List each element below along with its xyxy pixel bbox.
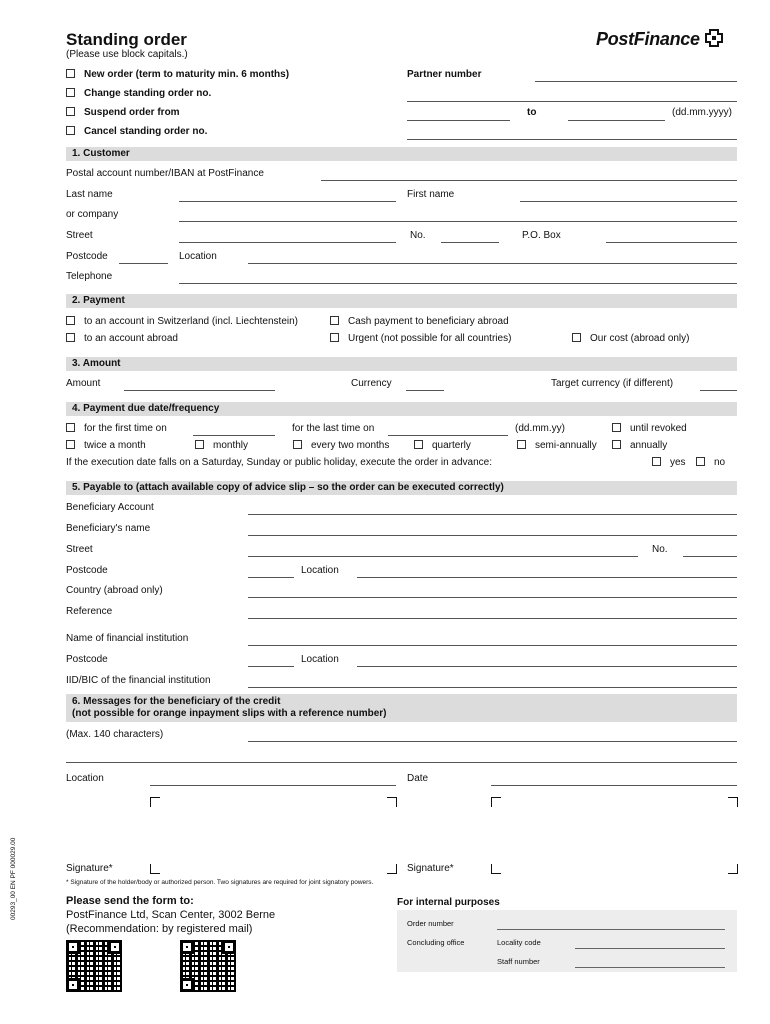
signature-date-field[interactable] [491, 785, 737, 786]
signature-location-label: Location [66, 773, 104, 784]
target-currency-label: Target currency (if different) [551, 378, 674, 389]
location-label: Location [179, 251, 217, 262]
amount-label: Amount [66, 378, 101, 389]
company-label: or company [66, 209, 119, 220]
locality-code-field[interactable] [575, 948, 725, 949]
switzerland-checkbox[interactable] [66, 316, 75, 325]
order-number-label: Order number [407, 919, 454, 928]
advance-yes-checkbox[interactable] [652, 457, 661, 466]
cancel-order-label: Cancel standing order no. [84, 126, 208, 137]
change-order-number-field[interactable] [407, 101, 737, 102]
institution-label: Name of financial institution [66, 633, 189, 644]
cash-payment-checkbox[interactable] [330, 316, 339, 325]
signature-box-1[interactable] [150, 797, 396, 873]
section-payable [66, 481, 737, 495]
signature-2-label: Signature* [407, 863, 454, 874]
twice-month-label: twice a month [84, 440, 146, 451]
last-time-field[interactable] [388, 435, 508, 436]
section-customer-title: 1. Customer [72, 148, 130, 159]
country-label: Country (abroad only) [66, 585, 163, 596]
beneficiary-no-label: No. [652, 544, 668, 555]
first-name-field[interactable] [520, 201, 737, 202]
po-box-label: P.O. Box [522, 230, 561, 241]
bic-field[interactable] [248, 687, 737, 688]
message-line-1[interactable] [248, 741, 737, 742]
suspend-to-label: to [527, 107, 537, 118]
house-no-field[interactable] [441, 242, 499, 243]
first-time-checkbox[interactable] [66, 423, 75, 432]
order-number-field[interactable] [497, 929, 725, 930]
qr-code-1 [66, 940, 122, 992]
monthly-label: monthly [213, 440, 249, 451]
reference-label: Reference [66, 606, 113, 617]
logo-text: PostFinance [596, 29, 700, 49]
section-payment [66, 294, 737, 308]
account-label: Postal account number/IBAN at PostFinance [66, 168, 264, 179]
section-payable-title: 5. Payable to (attach available copy of advice slip – so the order can be executed correctly) [72, 482, 504, 493]
first-time-label: for the first time on [84, 423, 167, 434]
house-no-label: No. [410, 230, 426, 241]
change-order-label: Change standing order no. [84, 88, 212, 99]
swiss-cross-icon [704, 28, 724, 48]
beneficiary-location-field[interactable] [357, 577, 737, 578]
last-name-label: Last name [66, 189, 113, 200]
qr-code-2 [180, 940, 236, 992]
until-revoked-checkbox[interactable] [612, 423, 621, 432]
partner-number-field[interactable] [535, 81, 737, 82]
staff-number-field[interactable] [575, 967, 725, 968]
target-currency-field[interactable] [700, 390, 737, 391]
postcode-label: Postcode [66, 251, 108, 262]
page-subtitle: (Please use block capitals.) [66, 49, 188, 60]
page-title: Standing order [66, 30, 187, 49]
amount-field[interactable] [124, 390, 275, 391]
urgent-label: Urgent (not possible for all countries) [348, 333, 512, 344]
locality-code-label: Locality code [497, 938, 541, 947]
signature-footnote: * Signature of the holder/body or authorized person. Two signatures are required for joint signatory powers. [66, 879, 374, 886]
beneficiary-account-field[interactable] [248, 514, 737, 515]
currency-field[interactable] [406, 390, 444, 391]
section-messages-subtitle: (not possible for orange inpayment slips with a reference number) [72, 708, 387, 719]
beneficiary-postcode-field[interactable] [248, 577, 294, 578]
signature-box-2[interactable] [491, 797, 737, 873]
abroad-label: to an account abroad [84, 333, 178, 344]
staff-number-label: Staff number [497, 957, 540, 966]
telephone-field[interactable] [179, 283, 737, 284]
bic-label: IID/BIC of the financial institution [66, 675, 211, 686]
advance-yes-label: yes [670, 457, 686, 468]
two-months-checkbox[interactable] [293, 440, 302, 449]
twice-month-checkbox[interactable] [66, 440, 75, 449]
beneficiary-name-label: Beneficiary's name [66, 523, 151, 534]
beneficiary-postcode-label: Postcode [66, 565, 108, 576]
max-characters-label: (Max. 140 characters) [66, 729, 164, 740]
last-time-label: for the last time on [292, 423, 375, 434]
send-address: PostFinance Ltd, Scan Center, 3002 Berne [66, 909, 276, 921]
institution-location-field[interactable] [357, 666, 737, 667]
postfinance-logo [596, 28, 724, 50]
frequency-date-format: (dd.mm.yy) [515, 423, 565, 434]
street-field[interactable] [179, 242, 396, 243]
change-order-checkbox[interactable] [66, 88, 75, 97]
until-revoked-label: until revoked [630, 423, 687, 434]
telephone-label: Telephone [66, 271, 113, 282]
semi-annually-checkbox[interactable] [517, 440, 526, 449]
reference-field[interactable] [248, 618, 737, 619]
suspend-order-label: Suspend order from [84, 107, 180, 118]
account-field[interactable] [321, 180, 737, 181]
first-time-field[interactable] [193, 435, 275, 436]
first-name-label: First name [407, 189, 455, 200]
institution-postcode-field[interactable] [248, 666, 294, 667]
new-order-checkbox[interactable] [66, 69, 75, 78]
monthly-checkbox[interactable] [195, 440, 204, 449]
cash-payment-label: Cash payment to beneficiary abroad [348, 316, 509, 327]
cancel-order-checkbox[interactable] [66, 126, 75, 135]
partner-number-label: Partner number [407, 69, 482, 80]
quarterly-checkbox[interactable] [414, 440, 423, 449]
street-label: Street [66, 230, 93, 241]
urgent-checkbox[interactable] [330, 333, 339, 342]
execution-note: If the execution date falls on a Saturday, Sunday or public holiday, execute the order in advance: [66, 457, 493, 468]
suspend-order-checkbox[interactable] [66, 107, 75, 116]
two-months-label: every two months [311, 440, 390, 451]
last-name-field[interactable] [179, 201, 396, 202]
country-field[interactable] [248, 597, 737, 598]
advance-no-label: no [714, 457, 726, 468]
switzerland-label: to an account in Switzerland (incl. Liechtenstein) [84, 316, 299, 327]
message-line-2[interactable] [66, 762, 737, 763]
signature-1-label: Signature* [66, 863, 113, 874]
beneficiary-street-field[interactable] [248, 556, 638, 557]
postcode-field[interactable] [119, 263, 168, 264]
suspend-date-format: (dd.mm.yyyy) [672, 107, 732, 118]
signature-date-label: Date [407, 773, 429, 784]
beneficiary-location-label: Location [301, 565, 339, 576]
our-cost-label: Our cost (abroad only) [590, 333, 690, 344]
semi-annually-label: semi-annually [535, 440, 597, 451]
send-recommendation: (Recommendation: by registered mail) [66, 923, 253, 935]
beneficiary-account-label: Beneficiary Account [66, 502, 154, 513]
form-code: 00293_00 EN PF 000029.00 [10, 837, 17, 920]
company-field[interactable] [179, 221, 737, 222]
section-amount [66, 357, 737, 371]
quarterly-label: quarterly [432, 440, 471, 451]
beneficiary-name-field[interactable] [248, 535, 737, 536]
advance-no-checkbox[interactable] [696, 457, 705, 466]
signature-location-field[interactable] [150, 785, 396, 786]
section-messages [66, 694, 737, 722]
section-payment-title: 2. Payment [72, 295, 125, 306]
new-order-label: New order (term to maturity min. 6 months) [84, 69, 290, 80]
annually-checkbox[interactable] [612, 440, 621, 449]
institution-postcode-label: Postcode [66, 654, 108, 665]
institution-location-label: Location [301, 654, 339, 665]
annually-label: annually [630, 440, 668, 451]
beneficiary-street-label: Street [66, 544, 93, 555]
our-cost-checkbox[interactable] [572, 333, 581, 342]
section-frequency [66, 402, 737, 416]
section-customer [66, 147, 737, 161]
send-form-title: Please send the form to: [66, 895, 194, 907]
internal-purposes-title: For internal purposes [397, 897, 500, 908]
abroad-checkbox[interactable] [66, 333, 75, 342]
location-field[interactable] [248, 263, 737, 264]
cancel-order-number-field[interactable] [407, 139, 737, 140]
institution-field[interactable] [248, 645, 737, 646]
section-messages-title: 6. Messages for the beneficiary of the credit [72, 696, 281, 707]
beneficiary-no-field[interactable] [683, 556, 737, 557]
section-frequency-title: 4. Payment due date/frequency [72, 403, 220, 414]
currency-label: Currency [351, 378, 392, 389]
section-amount-title: 3. Amount [72, 358, 121, 369]
suspend-from-field[interactable] [407, 120, 510, 121]
po-box-field[interactable] [606, 242, 737, 243]
internal-purposes-box [397, 910, 737, 972]
concluding-office-label: Concluding office [407, 938, 465, 947]
suspend-to-field[interactable] [568, 120, 665, 121]
